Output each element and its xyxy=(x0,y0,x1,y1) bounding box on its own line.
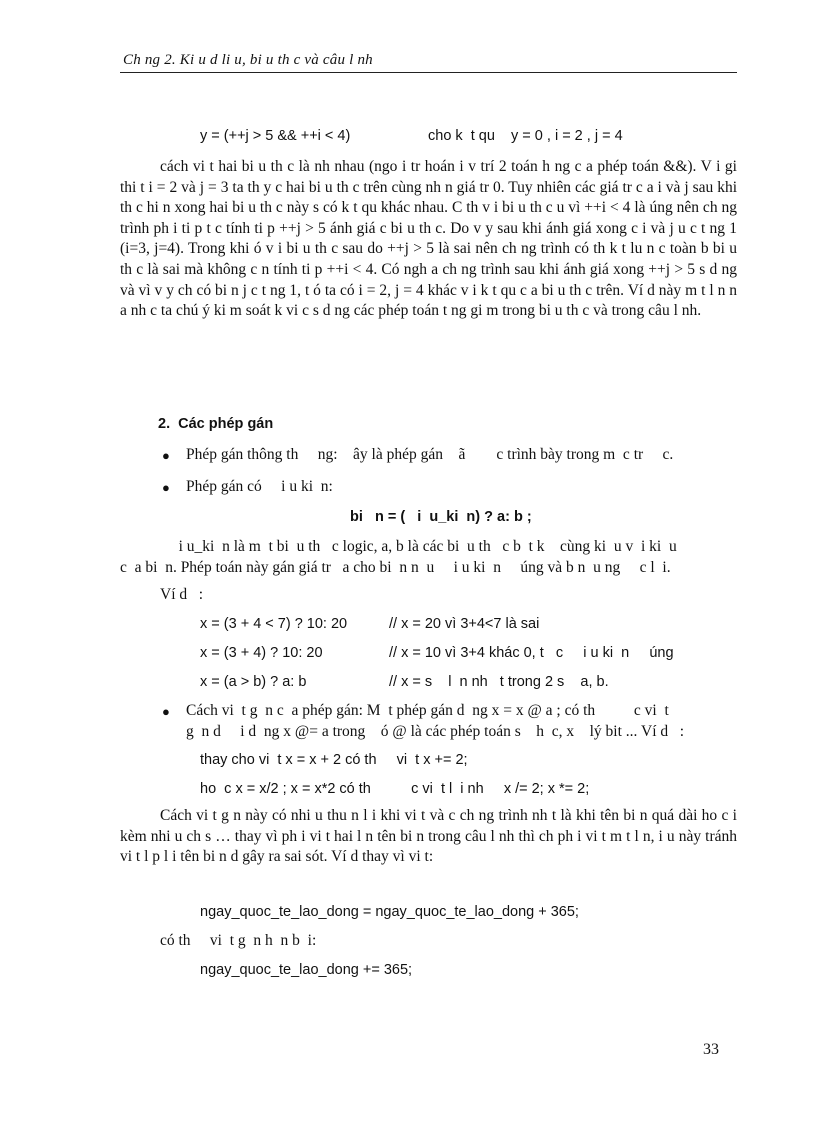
compound-example: ho c x = x/2 ; x = x*2 có th c vi t l i nh x /= 2; x *= 2; xyxy=(200,781,590,797)
example-label: Ví d : xyxy=(160,586,204,603)
bullet-text: Cách vi t g n c a phép gán: M t phép gán d ng x = x @ a ; có th c vi t xyxy=(186,702,669,719)
syntax-line: bi n = ( i u_ki n) ? a: b ; xyxy=(350,509,532,525)
paragraph-short-form: Cách vi t g n này có nhi u thu n l i khi vi t và c ch ng trình nh t là khi tên bi n quá dài ho c i kèm nhi u ch s … thay vì ph i vi t hai l n tên bi n trong câu l nh thì ch ph i vi t m t l n, i u này tránh vi t l p l i tên bi n d gây ra sai sót. Ví d thay vì vi t: xyxy=(120,807,737,866)
example-comment: // x = s l n nh t trong 2 s a, b. xyxy=(389,674,609,690)
bullet-text: Phép gán thông th ng: ây là phép gán ã c trình bày trong m c tr c. xyxy=(186,446,674,463)
bullet-text: Phép gán có i u ki n: xyxy=(186,478,333,495)
paragraph-condition-line2: c a bi n. Phép toán này gán giá tr a cho bi n n u i u ki n úng và b n u ng c l i. xyxy=(120,559,671,576)
bullet-icon: ● xyxy=(162,704,170,719)
short-form-intro: có th vi t g n h n b i: xyxy=(160,932,317,949)
paragraph-evaluation-order: cách vi t hai bi u th c là nh nhau (ngo i tr hoán i v trí 2 toán h ng c a phép toán &&). V i gi thi t i = 2 và j = 3 ta th y c hai bi u th c trên cùng nh n giá tr 0. Tuy nhiên các giá tr c a i và j sau khi th c hi n xong hai bi u th c này s có k t qu khác nhau. C th v i bi u th c u vì ++i < 4 là úng nên ch ng trình ph i ti p t c tính ti p ++j > 5 ánh giá c bi u th c. Do v y sau khi ánh giá xong c i và j u c t ng 1 (i=3, j=4). Trong khi ó v i bi u th c sau do ++j > 5 là sai nên ch ng trình có th k t lu n c toàn b bi u th c là sai mà không c n tính ti p ++i < 4. Có ngh a ch ng trình sau khi ánh giá xong ++j > 5 s d ng và vì v y ch có bi n j c t ng 1, t ó ta có i = 2, j = 4 khác v i k t qu c a bi u th c trên. Ví d này m t l n n a nh c ta chú ý ki m soát k vi c s d ng các phép toán t ng gi m trong bi u th c và trong câu l nh. xyxy=(120,158,737,320)
code-expression: y = (++j > 5 && ++i < 4) xyxy=(200,128,351,144)
chapter-header: Ch ng 2. Ki u d li u, bi u th c và câu l nh xyxy=(123,52,373,68)
bullet-text-continued: g n d i d ng x @= a trong ó @ là các phép toán s h c, x lý bit ... Ví d : xyxy=(186,723,685,740)
bullet-icon: ● xyxy=(162,480,170,495)
compound-example: thay cho vi t x = x + 2 có th vi t x += 2; xyxy=(200,752,468,768)
page-number: 33 xyxy=(703,1041,719,1058)
paragraph-condition-line1: i u_ki n là m t bi u th c logic, a, b là các bi u th c b t k cùng ki u v i ki u xyxy=(167,538,677,555)
section-heading: 2. Các phép gán xyxy=(158,416,274,432)
code-long-form: ngay_quoc_te_lao_dong = ngay_quoc_te_lao_dong + 365; xyxy=(200,904,579,920)
example-code: x = (a > b) ? a: b xyxy=(200,674,307,690)
example-comment: // x = 20 vì 3+4<7 là sai xyxy=(389,616,540,632)
example-code: x = (3 + 4 < 7) ? 10: 20 xyxy=(200,616,348,632)
code-short-form: ngay_quoc_te_lao_dong += 365; xyxy=(200,962,413,978)
header-divider xyxy=(120,72,737,73)
code-result: cho k t qu y = 0 , i = 2 , j = 4 xyxy=(428,128,623,144)
example-comment: // x = 10 vì 3+4 khác 0, t c i u ki n úng xyxy=(389,645,674,661)
example-code: x = (3 + 4) ? 10: 20 xyxy=(200,645,323,661)
bullet-icon: ● xyxy=(162,448,170,463)
